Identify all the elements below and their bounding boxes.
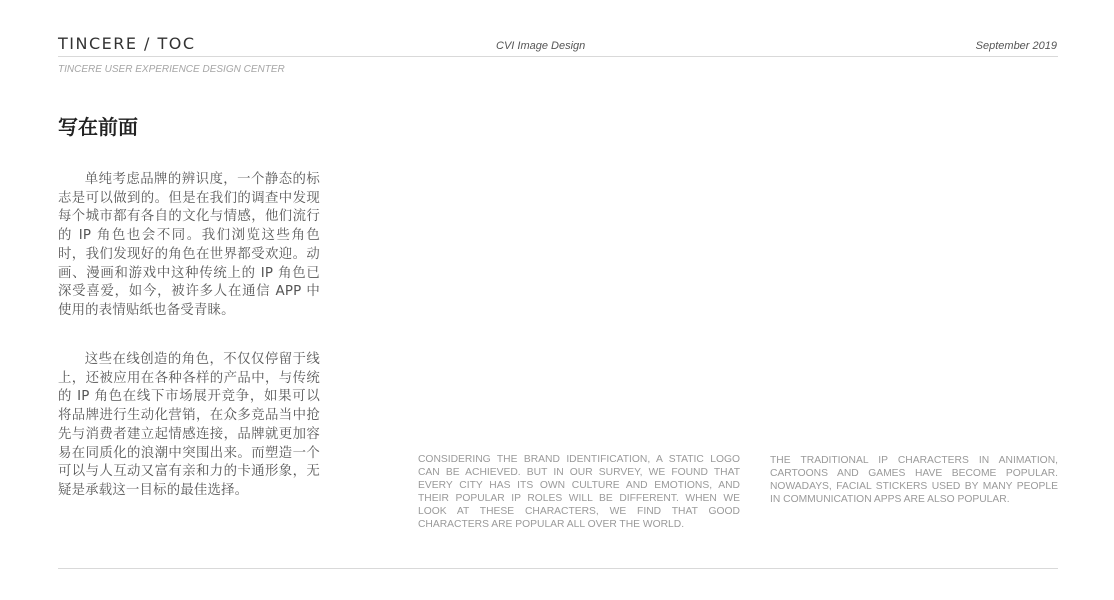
section-title: 写在前面 — [58, 115, 138, 139]
document-title: CVI Image Design — [496, 40, 586, 52]
footer-divider — [58, 568, 1058, 569]
english-paragraph-1: CONSIDERING THE BRAND IDENTIFICATION, A STATIC LOGO CAN BE ACHIEVED. BUT IN OUR SURVEY, WE FOUND THAT EVERY CITY HAS ITS OWN CULTURE AND EMOTIONS, AND THEIR POPULAR IP ROLES WILL BE DIFFERENT. WHEN WE LOOK AT THESE CHARACTERS, WE FIND THAT GOOD CHARACTERS ARE POPULAR ALL OVER THE WORLD. — [418, 454, 740, 530]
document-date: September 2019 — [975, 40, 1057, 52]
header-divider — [58, 56, 1058, 57]
brand-logo: TINCERE / TOC — [58, 34, 196, 53]
chinese-paragraph-1: 单纯考虑品牌的辨识度，一个静态的标志是可以做到的。但是在我们的调查中发现每个城市都有各自的文化与情感，他们流行的 IP 角色也会不同。我们浏览这些角色时，我们发现好的角色在世界都受欢迎。动画、漫画和游戏中这种传统上的 IP 角色已深受喜爱，如今，被许多人在通信 APP 中使用的表情贴纸也备受青睐。 — [58, 172, 320, 318]
english-paragraph-2: THE TRADITIONAL IP CHARACTERS IN ANIMATION, CARTOONS AND GAMES HAVE BECOME POPULAR. NOWADAYS, FACIAL STICKERS USED BY MANY PEOPLE IN COMMUNICATION APPS ARE ALSO POPULAR. — [770, 455, 1058, 505]
organization-subtitle: TINCERE USER EXPERIENCE DESIGN CENTER — [58, 64, 285, 75]
chinese-paragraph-2: 这些在线创造的角色，不仅仅停留于线上，还被应用在各种各样的产品中，与传统的 IP 角色在线下市场展开竞争，如果可以将品牌进行生动化营销，在众多竞品当中抢先与消费者建立起情感连接，品牌就更加容易在同质化的浪潮中突围出来。而塑造一个可以与人互动又富有亲和力的卡通形象，无疑是承载这一目标的最佳选择。 — [58, 352, 320, 498]
